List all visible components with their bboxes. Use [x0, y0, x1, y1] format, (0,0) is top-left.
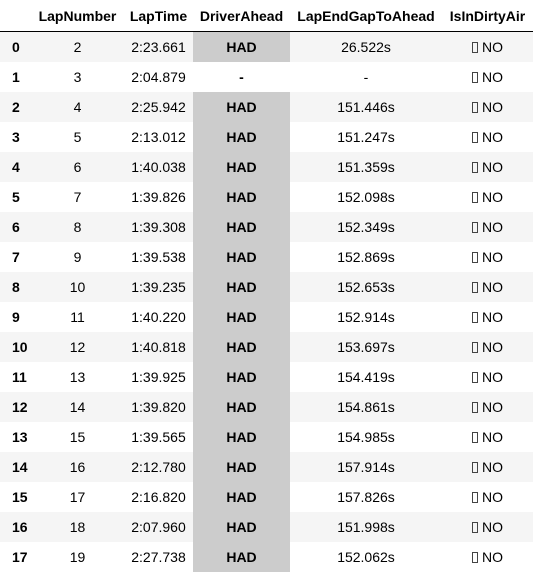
table-row: [0, 362, 533, 392]
row-index: 17: [0, 542, 31, 572]
dirty-air-cell: [442, 122, 533, 152]
lap-time-cell: 2:07.960: [124, 512, 193, 542]
dirty-air-cell: [442, 242, 533, 272]
driver-ahead-cell: HAD: [193, 332, 290, 362]
dirty-air-cell: [442, 62, 533, 92]
lap-time-cell: 2:04.879: [124, 62, 193, 92]
driver-ahead-cell: HAD: [193, 272, 290, 302]
gap-to-ahead-cell: 154.985s: [290, 422, 442, 452]
lap-time-cell: 2:16.820: [124, 482, 193, 512]
driver-ahead-cell: HAD: [193, 32, 290, 62]
gap-to-ahead-cell: 154.861s: [290, 392, 442, 422]
lap-time-cell: 1:40.818: [124, 332, 193, 362]
driver-ahead-cell: HAD: [193, 452, 290, 482]
gap-to-ahead-cell: 152.349s: [290, 212, 442, 242]
lap-number-cell: 16: [31, 452, 124, 482]
lap-time-cell: 1:39.925: [124, 362, 193, 392]
row-index: 6: [0, 212, 31, 242]
gap-to-ahead-cell: 154.419s: [290, 362, 442, 392]
dirty-air-value: NO: [482, 188, 503, 205]
dirty-air-value: NO: [482, 428, 503, 445]
dirty-air-value: NO: [482, 488, 503, 505]
lap-time-cell: 2:13.012: [124, 122, 193, 152]
table-row: [0, 122, 533, 152]
table-row: [0, 302, 533, 332]
lap-number-cell: 15: [31, 422, 124, 452]
table-row: [0, 152, 533, 182]
lap-number-cell: 2: [31, 32, 124, 62]
dirty-air-cell: [442, 302, 533, 332]
table-row: [0, 32, 533, 62]
dirty-air-cell: [442, 32, 533, 62]
row-index: 10: [0, 332, 31, 362]
lap-number-cell: 17: [31, 482, 124, 512]
driver-ahead-cell: HAD: [193, 542, 290, 572]
dirty-air-cell: [442, 542, 533, 572]
driver-ahead-cell: HAD: [193, 212, 290, 242]
driver-ahead-cell: HAD: [193, 122, 290, 152]
missing-glyph-icon: [472, 342, 478, 353]
gap-to-ahead-cell: 153.697s: [290, 332, 442, 362]
gap-to-ahead-cell: 151.446s: [290, 92, 442, 122]
row-index: 9: [0, 302, 31, 332]
missing-glyph-icon: [472, 222, 478, 233]
table-row: [0, 332, 533, 362]
dirty-air-value: NO: [482, 98, 503, 115]
gap-to-ahead-cell: 152.869s: [290, 242, 442, 272]
missing-glyph-icon: [472, 462, 478, 473]
driver-ahead-cell: HAD: [193, 392, 290, 422]
gap-to-ahead-cell: 151.998s: [290, 512, 442, 542]
lap-time-cell: 2:25.942: [124, 92, 193, 122]
lap-number-cell: 11: [31, 302, 124, 332]
gap-to-ahead-cell: 157.914s: [290, 452, 442, 482]
driver-ahead-cell: HAD: [193, 302, 290, 332]
gap-to-ahead-cell: 152.098s: [290, 182, 442, 212]
lap-number-cell: 8: [31, 212, 124, 242]
lap-number-cell: 10: [31, 272, 124, 302]
driver-ahead-cell: HAD: [193, 182, 290, 212]
gap-to-ahead-header: LapEndGapToAhead: [290, 0, 442, 32]
table-row: [0, 542, 533, 572]
dirty-air-cell: [442, 272, 533, 302]
row-index: 8: [0, 272, 31, 302]
driver-ahead-cell: HAD: [193, 422, 290, 452]
dirty-air-value: NO: [482, 368, 503, 385]
dirty-air-cell: [442, 452, 533, 482]
missing-glyph-icon: [472, 162, 478, 173]
lap-number-cell: 12: [31, 332, 124, 362]
missing-glyph-icon: [472, 312, 478, 323]
gap-to-ahead-cell: 152.062s: [290, 542, 442, 572]
dirty-air-cell: [442, 512, 533, 542]
missing-glyph-icon: [472, 522, 478, 533]
row-index: 14: [0, 452, 31, 482]
missing-glyph-icon: [472, 372, 478, 383]
lap-time-cell: 1:39.308: [124, 212, 193, 242]
table-row: [0, 512, 533, 542]
driver-ahead-cell: HAD: [193, 482, 290, 512]
lap-time-cell: 2:12.780: [124, 452, 193, 482]
row-index: 15: [0, 482, 31, 512]
gap-to-ahead-cell: 151.247s: [290, 122, 442, 152]
lap-time-cell: 1:39.820: [124, 392, 193, 422]
missing-glyph-icon: [472, 552, 478, 563]
gap-to-ahead-cell: 152.914s: [290, 302, 442, 332]
lap-number-cell: 3: [31, 62, 124, 92]
row-index: 13: [0, 422, 31, 452]
dirty-air-value: NO: [482, 458, 503, 475]
driver-ahead-cell: HAD: [193, 152, 290, 182]
lap-number-cell: 4: [31, 92, 124, 122]
lap-number-cell: 14: [31, 392, 124, 422]
dirty-air-value: NO: [482, 278, 503, 295]
dirty-air-cell: [442, 182, 533, 212]
lap-number-cell: 6: [31, 152, 124, 182]
gap-to-ahead-cell: 26.522s: [290, 32, 442, 62]
driver-ahead-cell: HAD: [193, 362, 290, 392]
dirty-air-header: IsInDirtyAir: [442, 0, 533, 32]
lap-number-cell: 19: [31, 542, 124, 572]
driver-ahead-header: DriverAhead: [193, 0, 290, 32]
row-index: 3: [0, 122, 31, 152]
dirty-air-cell: [442, 482, 533, 512]
table-body: [0, 32, 533, 572]
dirty-air-value: NO: [482, 548, 503, 565]
dirty-air-value: NO: [482, 38, 503, 55]
row-index: 7: [0, 242, 31, 272]
row-index: 4: [0, 152, 31, 182]
dirty-air-value: NO: [482, 68, 503, 85]
missing-glyph-icon: [472, 72, 478, 83]
gap-to-ahead-cell: -: [290, 62, 442, 92]
gap-to-ahead-cell: 152.653s: [290, 272, 442, 302]
table-row: [0, 242, 533, 272]
gap-to-ahead-cell: 157.826s: [290, 482, 442, 512]
lap-number-cell: 13: [31, 362, 124, 392]
table-row: [0, 452, 533, 482]
driver-ahead-cell: -: [193, 62, 290, 92]
table-row: [0, 92, 533, 122]
row-index: 11: [0, 362, 31, 392]
dirty-air-cell: [442, 332, 533, 362]
lap-time-header: LapTime: [124, 0, 193, 32]
gap-to-ahead-cell: 151.359s: [290, 152, 442, 182]
table-row: [0, 392, 533, 422]
row-index: 5: [0, 182, 31, 212]
missing-glyph-icon: [472, 492, 478, 503]
driver-ahead-cell: HAD: [193, 512, 290, 542]
lap-time-cell: 2:23.661: [124, 32, 193, 62]
missing-glyph-icon: [472, 42, 478, 53]
lap-number-header: LapNumber: [31, 0, 124, 32]
missing-glyph-icon: [472, 432, 478, 443]
dirty-air-cell: [442, 212, 533, 242]
table-row: [0, 482, 533, 512]
missing-glyph-icon: [472, 132, 478, 143]
lap-time-cell: 2:27.738: [124, 542, 193, 572]
missing-glyph-icon: [472, 252, 478, 263]
dirty-air-cell: [442, 152, 533, 182]
driver-ahead-cell: HAD: [193, 92, 290, 122]
dirty-air-value: NO: [482, 128, 503, 145]
row-index: 2: [0, 92, 31, 122]
lap-number-cell: 5: [31, 122, 124, 152]
row-index: 0: [0, 32, 31, 62]
dirty-air-cell: [442, 422, 533, 452]
row-index: 12: [0, 392, 31, 422]
dirty-air-value: NO: [482, 398, 503, 415]
table-row: [0, 272, 533, 302]
dirty-air-value: NO: [482, 248, 503, 265]
dirty-air-cell: [442, 392, 533, 422]
missing-glyph-icon: [472, 402, 478, 413]
lap-time-cell: 1:40.220: [124, 302, 193, 332]
table-row: [0, 62, 533, 92]
index-header: [0, 0, 31, 32]
lap-number-cell: 9: [31, 242, 124, 272]
lap-number-cell: 7: [31, 182, 124, 212]
table-header: [0, 0, 533, 32]
dirty-air-cell: [442, 92, 533, 122]
dirty-air-cell: [442, 362, 533, 392]
row-index: 1: [0, 62, 31, 92]
dirty-air-value: NO: [482, 218, 503, 235]
dirty-air-value: NO: [482, 158, 503, 175]
lap-time-cell: 1:39.565: [124, 422, 193, 452]
table-row: [0, 212, 533, 242]
dirty-air-value: NO: [482, 308, 503, 325]
dirty-air-value: NO: [482, 518, 503, 535]
lap-time-cell: 1:39.538: [124, 242, 193, 272]
header-row: [0, 0, 533, 32]
lap-time-cell: 1:39.235: [124, 272, 193, 302]
table-row: [0, 422, 533, 452]
row-index: 16: [0, 512, 31, 542]
lap-time-cell: 1:39.826: [124, 182, 193, 212]
missing-glyph-icon: [472, 102, 478, 113]
driver-ahead-cell: HAD: [193, 242, 290, 272]
table-row: [0, 182, 533, 212]
dirty-air-value: NO: [482, 338, 503, 355]
lap-time-cell: 1:40.038: [124, 152, 193, 182]
lap-number-cell: 18: [31, 512, 124, 542]
missing-glyph-icon: [472, 192, 478, 203]
missing-glyph-icon: [472, 282, 478, 293]
